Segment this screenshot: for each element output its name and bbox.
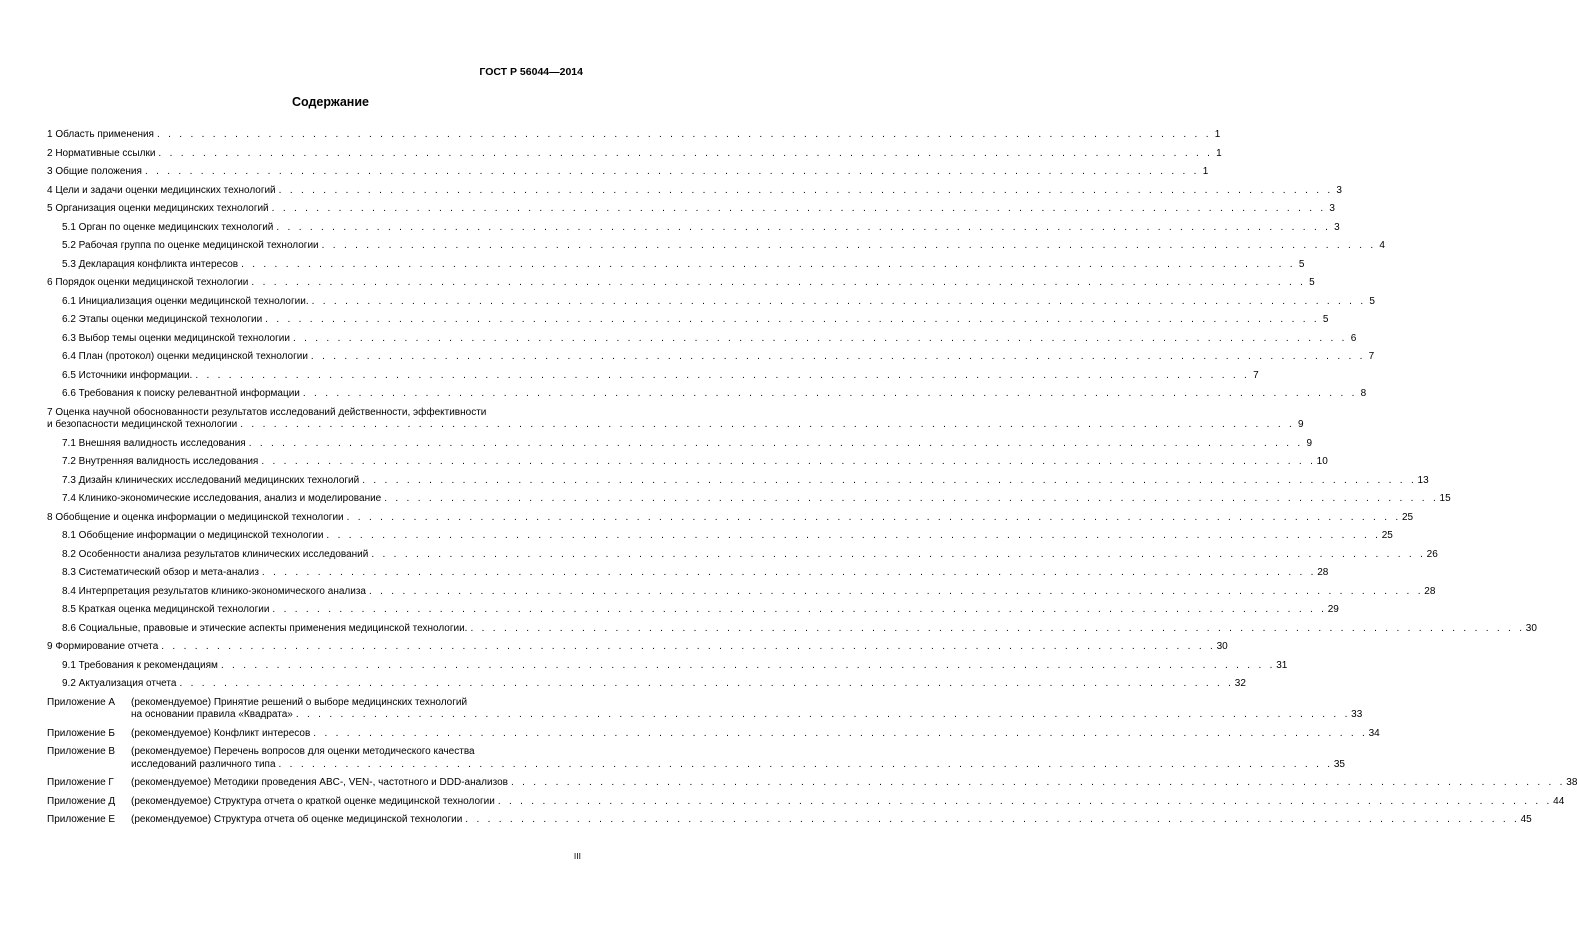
toc-entry[interactable] bbox=[47, 567, 1329, 580]
toc-entry[interactable] bbox=[47, 277, 1315, 290]
toc-entry-text: на основании правила «Квадрата» bbox=[131, 709, 293, 720]
toc-entry[interactable] bbox=[47, 295, 1375, 309]
toc-entry[interactable] bbox=[47, 314, 1329, 327]
toc-appendix-entry[interactable] bbox=[47, 777, 1577, 790]
dot-leader: . . . . . . . . . . . . . . . . . . . . . . . . . . . . . . . . . . . . . . . . . . . . . . . . . . . . . . . . . . . . . . . . . . . . . . . . . . . . . . . . . . . . . . . . . . . . . . . bbox=[278, 184, 1333, 196]
toc-entry-row bbox=[47, 129, 1221, 142]
toc-entry-text: 9.1 Требования к рекомендациям bbox=[62, 659, 218, 671]
toc-entry[interactable] bbox=[47, 437, 1313, 451]
dot-leader: . . . . . . . . . . . . . . . . . . . . . . . . . . . . . . . . . . . . . . . . . . . . . . . . . . . . . . . . . . . . . . . . . . . . . . . . . . . . . . . . . . . . . . . . . . . . . . . bbox=[144, 166, 1200, 177]
appendix-body bbox=[131, 814, 1532, 827]
toc-entry-row bbox=[62, 567, 1329, 580]
toc-appendix-entry[interactable] bbox=[47, 795, 1565, 809]
toc-entry-row bbox=[47, 203, 1335, 216]
toc-entry-text: (рекомендуемое) Конфликт интересов bbox=[131, 727, 311, 739]
dot-leader: . . . . . . . . . . . . . . . . . . . . . . . . . . . . . . . . . . . . . . . . . . . . . . . . . . . . . . . . . . . . . . . . . . . . . . . . . . . . . . . . . . . . . . . . . . . . . . . bbox=[251, 277, 1306, 288]
toc-page-number: 1 bbox=[1214, 129, 1221, 140]
dot-leader: . . . . . . . . . . . . . . . . . . . . . . . . . . . . . . . . . . . . . . . . . . . . . . . . . . . . . . . . . . . . . . . . . . . . . . . . . . . . . . . . . . . . . . . . . . . . . . . bbox=[470, 622, 1525, 634]
toc-entry[interactable] bbox=[47, 622, 1537, 636]
appendix-name: Приложение Е bbox=[47, 814, 116, 825]
toc-entry-row bbox=[62, 622, 1537, 636]
document-code: ГОСТ Р 56044—2014 bbox=[479, 66, 583, 78]
toc-entry-text: 6.6 Требования к поиску релевантной информации bbox=[62, 388, 300, 399]
dot-leader: . . . . . . . . . . . . . . . . . . . . . . . . . . . . . . . . . . . . . . . . . . . . . . . . . . . . . . . . . . . . . . . . . . . . . . . . . . . . . . . . . . . . . . . . . . . . . . . bbox=[220, 659, 1276, 671]
dot-leader: . . . . . . . . . . . . . . . . . . . . . . . . . . . . . . . . . . . . . . . . . . . . . . . . . . . . . . . . . . . . . . . . . . . . . . . . . . . . . . . . . . . . . . . . . . . . . . . bbox=[158, 147, 1213, 159]
toc-entry-row bbox=[62, 258, 1305, 272]
toc-page-number: 5 bbox=[1298, 258, 1305, 270]
toc-entry-row bbox=[62, 295, 1375, 309]
toc-entry-row bbox=[62, 221, 1340, 235]
appendix-body bbox=[131, 697, 1362, 722]
toc-page-number: 13 bbox=[1417, 474, 1429, 486]
toc-page-number: 25 bbox=[1401, 511, 1414, 523]
toc-page-number: 30 bbox=[1525, 622, 1537, 634]
dot-leader: . . . . . . . . . . . . . . . . . . . . . . . . . . . . . . . . . . . . . . . . . . . . . . . . . . . . . . . . . . . . . . . . . . . . . . . . . . . . . . . . . . . . . . . . . . . . . . . bbox=[261, 567, 1317, 578]
dot-leader: . . . . . . . . . . . . . . . . . . . . . . . . . . . . . . . . . . . . . . . . . . . . . . . . . . . . . . . . . . . . . . . . . . . . . . . . . . . . . . . . . . . . . . . . . . . . . . . bbox=[362, 474, 1417, 486]
toc-entry-row bbox=[47, 147, 1222, 161]
toc-page-number: 31 bbox=[1276, 659, 1288, 671]
toc-entry-text: 8.1 Обобщение информации о медицинской технологии bbox=[62, 530, 324, 541]
dot-leader: . . . . . . . . . . . . . . . . . . . . . . . . . . . . . . . . . . . . . . . . . . . . . . . . . . . . . . . . . . . . . . . . . . . . . . . . . . . . . . . . . . . . . . . . . . . . . . . bbox=[346, 511, 1401, 523]
toc-page-number: 33 bbox=[1351, 709, 1363, 720]
toc-page-number: 7 bbox=[1253, 369, 1259, 381]
toc-entry[interactable] bbox=[47, 456, 1328, 469]
toc-page-number: 6 bbox=[1350, 332, 1357, 344]
toc-entry[interactable] bbox=[47, 548, 1438, 562]
toc-entry-text: 6.1 Инициализация оценки медицинской технологии. bbox=[62, 295, 309, 307]
toc-entry-row bbox=[62, 604, 1339, 617]
toc-entry-row bbox=[62, 240, 1385, 253]
toc-entry-text: (рекомендуемое) Принятие решений о выборе медицинских технологий bbox=[131, 696, 468, 708]
toc-appendix-entry[interactable] bbox=[47, 727, 1380, 741]
toc-entry-row bbox=[47, 277, 1315, 290]
toc-entry-row bbox=[131, 777, 1577, 790]
toc-page-number: 9 bbox=[1298, 419, 1304, 430]
toc-entry-text: 9.2 Актуализация отчета bbox=[62, 678, 177, 689]
dot-leader: . . . . . . . . . . . . . . . . . . . . . . . . . . . . . . . . . . . . . . . . . . . . . . . . . . . . . . . . . . . . . . . . . . . . . . . . . . . . . . . . . . . . . . . . . . . . . . . bbox=[241, 258, 1296, 270]
toc-page-number: 3 bbox=[1336, 184, 1342, 196]
toc-page-number: 29 bbox=[1327, 604, 1339, 615]
toc-appendix-entry[interactable] bbox=[47, 746, 1345, 771]
toc-entry-row bbox=[131, 814, 1532, 827]
toc-entry-row bbox=[47, 166, 1209, 179]
appendix-name: Приложение Г bbox=[47, 777, 114, 788]
toc-entry-text: (рекомендуемое) Структура отчета о краткой оценке медицинской технологии bbox=[131, 795, 495, 807]
toc-page-number: 38 bbox=[1566, 777, 1577, 788]
toc-entry-text: 7.4 Клинико-экономические исследования, анализ и моделирование bbox=[62, 493, 382, 504]
toc-entry[interactable] bbox=[47, 129, 1221, 142]
toc-entry-row bbox=[131, 759, 1345, 772]
toc-entry-row bbox=[47, 511, 1414, 525]
toc-page-number: 5 bbox=[1369, 295, 1375, 307]
toc-entry-text: (рекомендуемое) Структура отчета об оценке медицинской технологии bbox=[131, 814, 463, 825]
toc-entry-row bbox=[62, 314, 1329, 327]
toc-page-number: 1 bbox=[1216, 147, 1222, 159]
toc-entry-text: 7.2 Внутренняя валидность исследования bbox=[62, 456, 259, 467]
toc-entry[interactable] bbox=[47, 147, 1222, 161]
toc-page-number: 9 bbox=[1306, 437, 1313, 449]
toc-entry[interactable] bbox=[47, 678, 1246, 691]
toc-entry[interactable] bbox=[47, 641, 1228, 654]
toc-entry-text: и безопасности медицинской технологии bbox=[47, 419, 238, 430]
toc-entry-row bbox=[131, 709, 1362, 722]
toc-entry-text: (рекомендуемое) Перечень вопросов для оценки методического качества bbox=[131, 746, 475, 757]
toc-entry-text: 6.5 Источники информации. bbox=[62, 369, 193, 381]
toc-page-number: 5 bbox=[1322, 314, 1329, 325]
toc-entry[interactable] bbox=[47, 474, 1429, 488]
toc-entry[interactable] bbox=[47, 493, 1451, 506]
toc-entry[interactable] bbox=[47, 659, 1288, 673]
dot-leader: . . . . . . . . . . . . . . . . . . . . . . . . . . . . . . . . . . . . . . . . . . . . . . . . . . . . . . . . . . . . . . . . . . . . . . . . . . . . . . . . . . . . . . . . . . . . . . . bbox=[384, 493, 1439, 504]
toc-entry-row bbox=[47, 419, 1304, 432]
toc-entry-row bbox=[47, 641, 1228, 654]
toc-entry[interactable] bbox=[47, 406, 1304, 432]
toc-entry-text: 5.2 Рабочая группа по оценке медицинской технологии bbox=[62, 240, 319, 251]
toc-entry-text: (рекомендуемое) Методики проведения ABC-, VEN-, частотного и DDD-анализов bbox=[131, 777, 508, 788]
dot-leader: . . . . . . . . . . . . . . . . . . . . . . . . . . . . . . . . . . . . . . . . . . . . . . . . . . . . . . . . . . . . . . . . . . . . . . . . . . . . . . . . . . . . . . . . . . . . . . . bbox=[313, 727, 1368, 739]
toc-entry-row bbox=[62, 474, 1429, 488]
appendix-body bbox=[131, 728, 1380, 741]
toc-page-number: 3 bbox=[1329, 203, 1335, 214]
toc-entry-row bbox=[62, 493, 1451, 506]
toc-entry-text: 1 Область применения bbox=[47, 129, 154, 140]
dot-leader: . . . . . . . . . . . . . . . . . . . . . . . . . . . . . . . . . . . . . . . . . . . . . . . . . . . . . . . . . . . . . . . . . . . . . . . . . . . . . . . . . . . . . . . . . . . . . . . bbox=[311, 295, 1366, 307]
appendix-name: Приложение В bbox=[47, 746, 116, 757]
toc-entry-row bbox=[62, 548, 1438, 562]
toc-entry-text: 5 Организация оценки медицинских технологий bbox=[47, 203, 269, 214]
dot-leader: . . . . . . . . . . . . . . . . . . . . . . . . . . . . . . . . . . . . . . . . . . . . . . . . . . . . . . . . . . . . . . . . . . . . . . . . . . . . . . . . . . . . . . . . . . . . . . . bbox=[272, 604, 1327, 615]
toc-entry-row bbox=[62, 351, 1375, 364]
dot-leader: . . . . . . . . . . . . . . . . . . . . . . . . . . . . . . . . . . . . . . . . . . . . . . . . . . . . . . . . . . . . . . . . . . . . . . . . . . . . . . . . . . . . . . . . . . . . . . . bbox=[278, 758, 1333, 770]
toc-entry[interactable] bbox=[47, 530, 1393, 543]
table-of-contents bbox=[47, 129, 1577, 833]
toc-page-number: 8 bbox=[1360, 388, 1367, 399]
toc-page-number: 30 bbox=[1216, 641, 1228, 652]
dot-leader: . . . . . . . . . . . . . . . . . . . . . . . . . . . . . . . . . . . . . . . . . . . . . . . . . . . . . . . . . . . . . . . . . . . . . . . . . . . . . . . . . . . . . . . . . . . . . . . bbox=[292, 332, 1348, 344]
toc-entry-text: 2 Нормативные ссылки bbox=[47, 147, 156, 159]
appendix-body bbox=[131, 796, 1564, 809]
toc-entry-row bbox=[62, 659, 1288, 673]
toc-page-number: 25 bbox=[1381, 530, 1393, 541]
toc-entry[interactable] bbox=[47, 240, 1385, 253]
dot-leader: . . . . . . . . . . . . . . . . . . . . . . . . . . . . . . . . . . . . . . . . . . . . . . . . . . . . . . . . . . . . . . . . . . . . . . . . . . . . . . . . . . . . . . . . . . . . . . . bbox=[497, 795, 1553, 807]
toc-entry-row bbox=[62, 437, 1313, 451]
toc-page-number: 15 bbox=[1439, 493, 1451, 504]
toc-entry-text: 7 Оценка научной обоснованности результатов исследований действенности, эффективности bbox=[47, 406, 487, 418]
toc-entry[interactable] bbox=[47, 203, 1335, 216]
toc-entry-text: 7.3 Дизайн клинических исследований медицинских технологий bbox=[62, 474, 360, 486]
toc-page-number: 44 bbox=[1553, 795, 1565, 807]
toc-entry-text: исследований различного типа bbox=[131, 758, 276, 770]
toc-page-number: 32 bbox=[1234, 678, 1246, 689]
dot-leader: . . . . . . . . . . . . . . . . . . . . . . . . . . . . . . . . . . . . . . . . . . . . . . . . . . . . . . . . . . . . . . . . . . . . . . . . . . . . . . . . . . . . . . . . . . . . . . . bbox=[195, 369, 1250, 381]
dot-leader: . . . . . . . . . . . . . . . . . . . . . . . . . . . . . . . . . . . . . . . . . . . . . . . . . . . . . . . . . . . . . . . . . . . . . . . . . . . . . . . . . . . . . . . . . . . . . . . bbox=[248, 437, 1304, 449]
toc-entry-text: 5.3 Декларация конфликта интересов bbox=[62, 258, 239, 270]
dot-leader: . . . . . . . . . . . . . . . . . . . . . . . . . . . . . . . . . . . . . . . . . . . . . . . . . . . . . . . . . . . . . . . . . . . . . . . . . . . . . . . . . . . . . . . . . . . . . . . bbox=[510, 777, 1566, 788]
toc-entry-text: 8.4 Интерпретация результатов клинико-экономического анализа bbox=[62, 585, 366, 597]
toc-page-number: 1 bbox=[1202, 166, 1209, 177]
toc-entry[interactable] bbox=[47, 258, 1305, 272]
toc-entry[interactable] bbox=[47, 388, 1367, 401]
toc-page-number: 3 bbox=[1334, 221, 1340, 233]
toc-entry-text: 3 Общие положения bbox=[47, 166, 142, 177]
toc-entry[interactable] bbox=[47, 221, 1340, 235]
toc-page-number: 5 bbox=[1309, 277, 1315, 288]
dot-leader: . . . . . . . . . . . . . . . . . . . . . . . . . . . . . . . . . . . . . . . . . . . . . . . . . . . . . . . . . . . . . . . . . . . . . . . . . . . . . . . . . . . . . . . . . . . . . . . bbox=[240, 419, 1295, 430]
toc-entry-text: 6.4 План (протокол) оценки медицинской технологии bbox=[62, 351, 308, 362]
toc-page-number: 7 bbox=[1368, 351, 1375, 362]
toc-entry-row bbox=[62, 388, 1367, 401]
toc-entry-row bbox=[62, 530, 1393, 543]
toc-title: Содержание bbox=[291, 95, 369, 109]
appendix-body bbox=[131, 746, 1345, 771]
appendix-body bbox=[131, 777, 1577, 790]
toc-entry-row bbox=[62, 585, 1436, 599]
toc-appendix-entry[interactable] bbox=[47, 696, 1363, 722]
toc-page-number: 10 bbox=[1316, 456, 1328, 467]
toc-page-number: 35 bbox=[1333, 758, 1345, 770]
dot-leader: . . . . . . . . . . . . . . . . . . . . . . . . . . . . . . . . . . . . . . . . . . . . . . . . . . . . . . . . . . . . . . . . . . . . . . . . . . . . . . . . . . . . . . . . . . . . . . . bbox=[156, 129, 1212, 140]
page-number: III bbox=[573, 851, 581, 861]
toc-entry-text: 8.5 Краткая оценка медицинской технологии bbox=[62, 604, 270, 615]
toc-entry-row bbox=[62, 678, 1246, 691]
dot-leader: . . . . . . . . . . . . . . . . . . . . . . . . . . . . . . . . . . . . . . . . . . . . . . . . . . . . . . . . . . . . . . . . . . . . . . . . . . . . . . . . . . . . . . . . . . . . . . . bbox=[179, 678, 1234, 689]
toc-entry-text: 9 Формирование отчета bbox=[47, 641, 159, 652]
appendix-name: Приложение Д bbox=[47, 795, 116, 807]
toc-entry-text: 8.2 Особенности анализа результатов клинических исследований bbox=[62, 548, 369, 560]
toc-entry-text: 4 Цели и задачи оценки медицинских технологий bbox=[47, 184, 276, 196]
dot-leader: . . . . . . . . . . . . . . . . . . . . . . . . . . . . . . . . . . . . . . . . . . . . . . . . . . . . . . . . . . . . . . . . . . . . . . . . . . . . . . . . . . . . . . . . . . . . . . . bbox=[161, 641, 1216, 652]
dot-leader: . . . . . . . . . . . . . . . . . . . . . . . . . . . . . . . . . . . . . . . . . . . . . . . . . . . . . . . . . . . . . . . . . . . . . . . . . . . . . . . . . . . . . . . . . . . . . . . bbox=[265, 314, 1320, 325]
toc-entry[interactable] bbox=[47, 585, 1436, 599]
toc-page-number: 26 bbox=[1426, 548, 1438, 560]
appendix-name: Приложение А bbox=[47, 696, 116, 708]
dot-leader: . . . . . . . . . . . . . . . . . . . . . . . . . . . . . . . . . . . . . . . . . . . . . . . . . . . . . . . . . . . . . . . . . . . . . . . . . . . . . . . . . . . . . . . . . . . . . . . bbox=[368, 585, 1424, 597]
toc-entry-text: 6 Порядок оценки медицинской технологии bbox=[47, 277, 249, 288]
dot-leader: . . . . . . . . . . . . . . . . . . . . . . . . . . . . . . . . . . . . . . . . . . . . . . . . . . . . . . . . . . . . . . . . . . . . . . . . . . . . . . . . . . . . . . . . . . . . . . . bbox=[326, 530, 1381, 541]
toc-page-number: 4 bbox=[1379, 240, 1385, 251]
toc-entry[interactable] bbox=[47, 369, 1259, 383]
toc-entry-text: 5.1 Орган по оценке медицинских технологий bbox=[62, 221, 274, 233]
toc-entry-row bbox=[47, 184, 1342, 198]
toc-entry[interactable] bbox=[47, 166, 1209, 179]
toc-entry-row bbox=[131, 796, 1564, 809]
toc-entry-row bbox=[62, 369, 1259, 383]
toc-entry[interactable] bbox=[47, 604, 1339, 617]
toc-appendix-entry[interactable] bbox=[47, 814, 1532, 827]
toc-entry-text: 6.3 Выбор темы оценки медицинской технологии bbox=[62, 332, 290, 344]
dot-leader: . . . . . . . . . . . . . . . . . . . . . . . . . . . . . . . . . . . . . . . . . . . . . . . . . . . . . . . . . . . . . . . . . . . . . . . . . . . . . . . . . . . . . . . . . . . . . . . bbox=[302, 388, 1358, 399]
dot-leader: . . . . . . . . . . . . . . . . . . . . . . . . . . . . . . . . . . . . . . . . . . . . . . . . . . . . . . . . . . . . . . . . . . . . . . . . . . . . . . . . . . . . . . . . . . . . . . . bbox=[271, 203, 1326, 214]
toc-page-number: 45 bbox=[1520, 814, 1532, 825]
toc-entry-text: 8 Обобщение и оценка информации о медицинской технологии bbox=[47, 511, 344, 523]
dot-leader: . . . . . . . . . . . . . . . . . . . . . . . . . . . . . . . . . . . . . . . . . . . . . . . . . . . . . . . . . . . . . . . . . . . . . . . . . . . . . . . . . . . . . . . . . . . . . . . bbox=[276, 221, 1331, 233]
toc-entry-row bbox=[131, 728, 1380, 741]
toc-entry-text: 8.6 Социальные, правовые и этические аспекты применения медицинской технологии. bbox=[62, 622, 468, 634]
dot-leader: . . . . . . . . . . . . . . . . . . . . . . . . . . . . . . . . . . . . . . . . . . . . . . . . . . . . . . . . . . . . . . . . . . . . . . . . . . . . . . . . . . . . . . . . . . . . . . . bbox=[321, 240, 1376, 251]
toc-page-number: 34 bbox=[1368, 727, 1380, 739]
toc-entry[interactable] bbox=[47, 351, 1375, 364]
toc-entry-row bbox=[62, 456, 1328, 469]
toc-entry-row bbox=[62, 332, 1357, 346]
toc-entry[interactable] bbox=[47, 511, 1414, 525]
dot-leader: . . . . . . . . . . . . . . . . . . . . . . . . . . . . . . . . . . . . . . . . . . . . . . . . . . . . . . . . . . . . . . . . . . . . . . . . . . . . . . . . . . . . . . . . . . . . . . . bbox=[310, 351, 1366, 362]
toc-entry-text: 7.1 Внешняя валидность исследования bbox=[62, 437, 246, 449]
toc-page-number: 28 bbox=[1424, 585, 1436, 597]
toc-entry-text: 6.2 Этапы оценки медицинской технологии bbox=[62, 314, 263, 325]
dot-leader: . . . . . . . . . . . . . . . . . . . . . . . . . . . . . . . . . . . . . . . . . . . . . . . . . . . . . . . . . . . . . . . . . . . . . . . . . . . . . . . . . . . . . . . . . . . . . . . bbox=[295, 709, 1351, 720]
dot-leader: . . . . . . . . . . . . . . . . . . . . . . . . . . . . . . . . . . . . . . . . . . . . . . . . . . . . . . . . . . . . . . . . . . . . . . . . . . . . . . . . . . . . . . . . . . . . . . . bbox=[371, 548, 1426, 560]
toc-entry[interactable] bbox=[47, 332, 1357, 346]
dot-leader: . . . . . . . . . . . . . . . . . . . . . . . . . . . . . . . . . . . . . . . . . . . . . . . . . . . . . . . . . . . . . . . . . . . . . . . . . . . . . . . . . . . . . . . . . . . . . . . bbox=[261, 456, 1316, 467]
appendix-name: Приложение Б bbox=[47, 727, 115, 739]
toc-entry[interactable] bbox=[47, 184, 1342, 198]
toc-page-number: 28 bbox=[1317, 567, 1329, 578]
dot-leader: . . . . . . . . . . . . . . . . . . . . . . . . . . . . . . . . . . . . . . . . . . . . . . . . . . . . . . . . . . . . . . . . . . . . . . . . . . . . . . . . . . . . . . . . . . . . . . . bbox=[465, 814, 1520, 825]
toc-entry-text: 8.3 Систематический обзор и мета-анализ bbox=[62, 567, 259, 578]
